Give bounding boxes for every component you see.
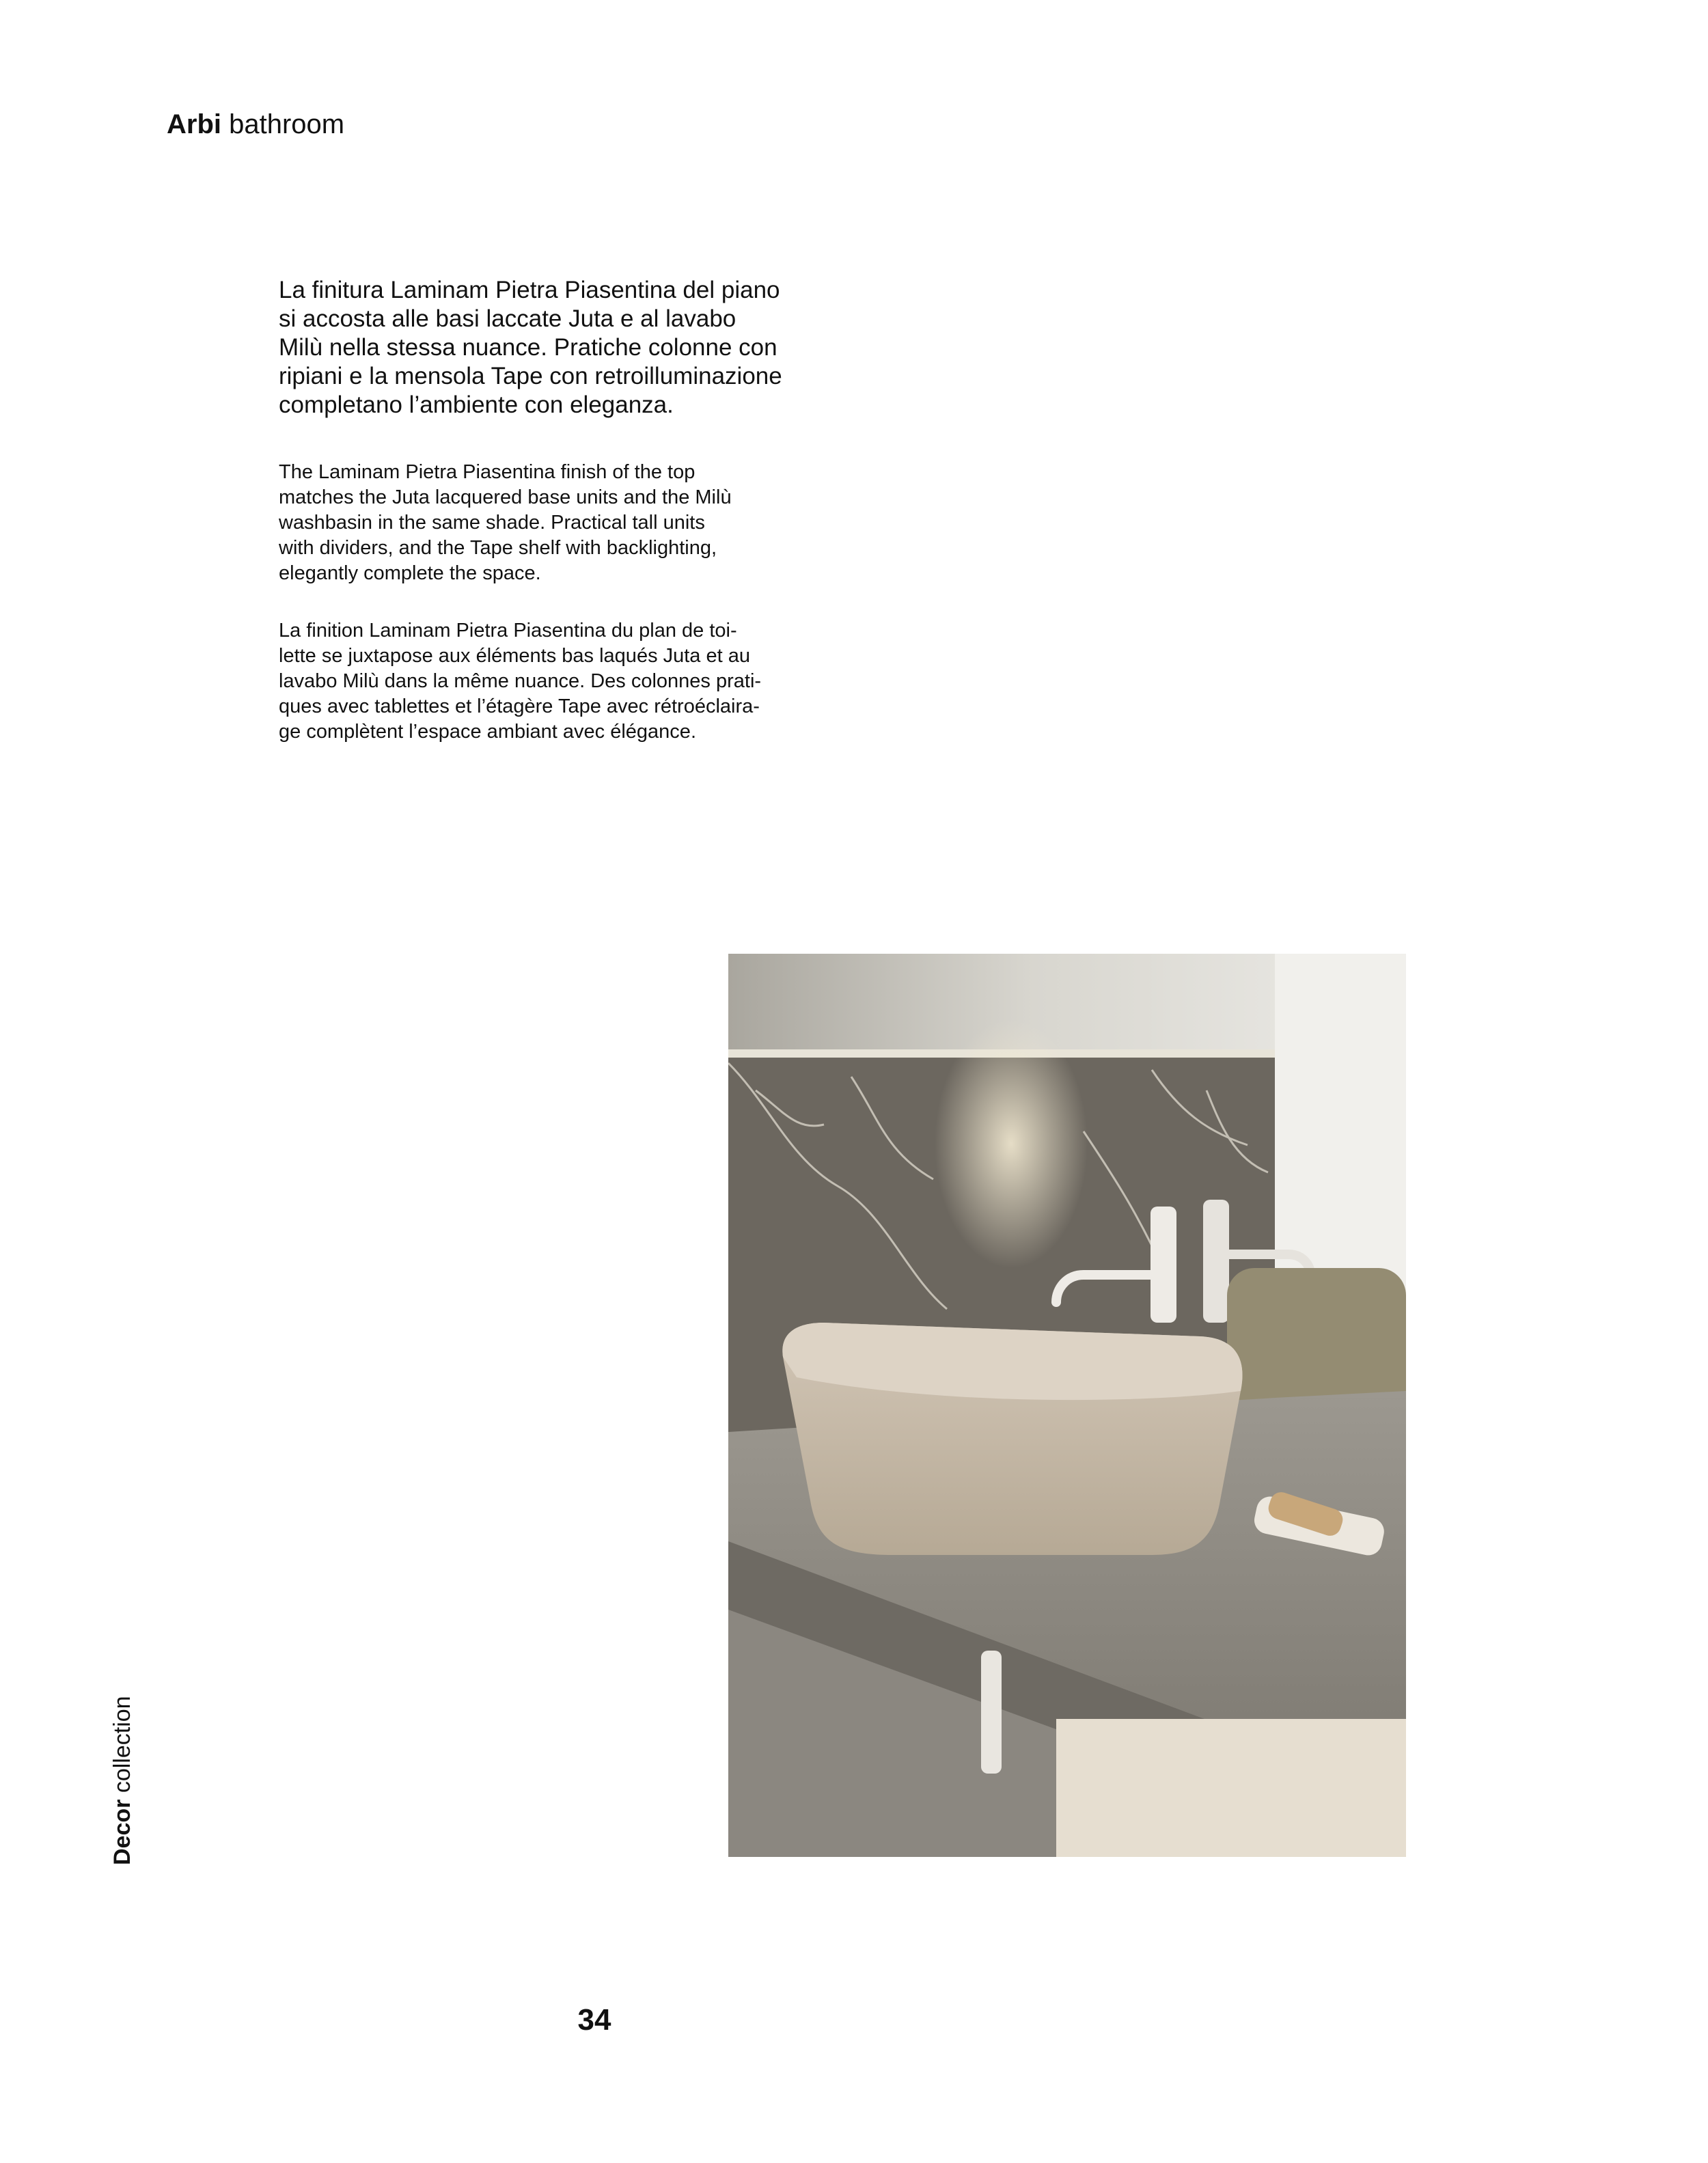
bathroom-photo [728,954,1406,1857]
faucet-right [1203,1200,1229,1323]
side-label-regular: collection [109,1696,135,1793]
backlight-glow [913,1002,1131,1357]
side-label-bold: Decor [109,1799,135,1865]
english-paragraph: The Laminam Pietra Piasentina finish of the top matches the Juta lacquered base units and the Milù washbasin in the same shade. Practical tall units with dividers, and the Tape shelf with backlighting, elegantly complete the space. [279,461,732,584]
cabinet [1056,1719,1406,1857]
french-paragraph: La finition Laminam Pietra Piasentina du plan de toi- lette se juxtapose aux éléments bas laqués Juta et au lavabo Milù dans la même nuance. Des colonnes prati- ques avec tablettes et l’étagère Tape avec rétroéclaira- ge complètent l’espace ambiant avec élégance. [279,620,762,743]
header-brand: Arbi [167,109,221,139]
french-description [279,618,853,745]
header-subtitle: bathroom [229,109,345,139]
page-header [167,108,344,141]
italian-description [279,276,853,419]
page-number: 34 [577,2003,611,2037]
italian-paragraph: La finitura Laminam Pietra Piasentina del piano si accosta alle basi laccate Juta e al lavabo Milù nella stessa nuance. Pratiche colonne con ripiani e la mensola Tape con retroilluminazione completano l’ambiente con eleganza. [279,277,782,418]
faucet-left [1151,1207,1176,1323]
english-description [279,460,853,586]
side-collection-label [111,1696,134,1865]
drain-pipe [981,1651,1002,1774]
